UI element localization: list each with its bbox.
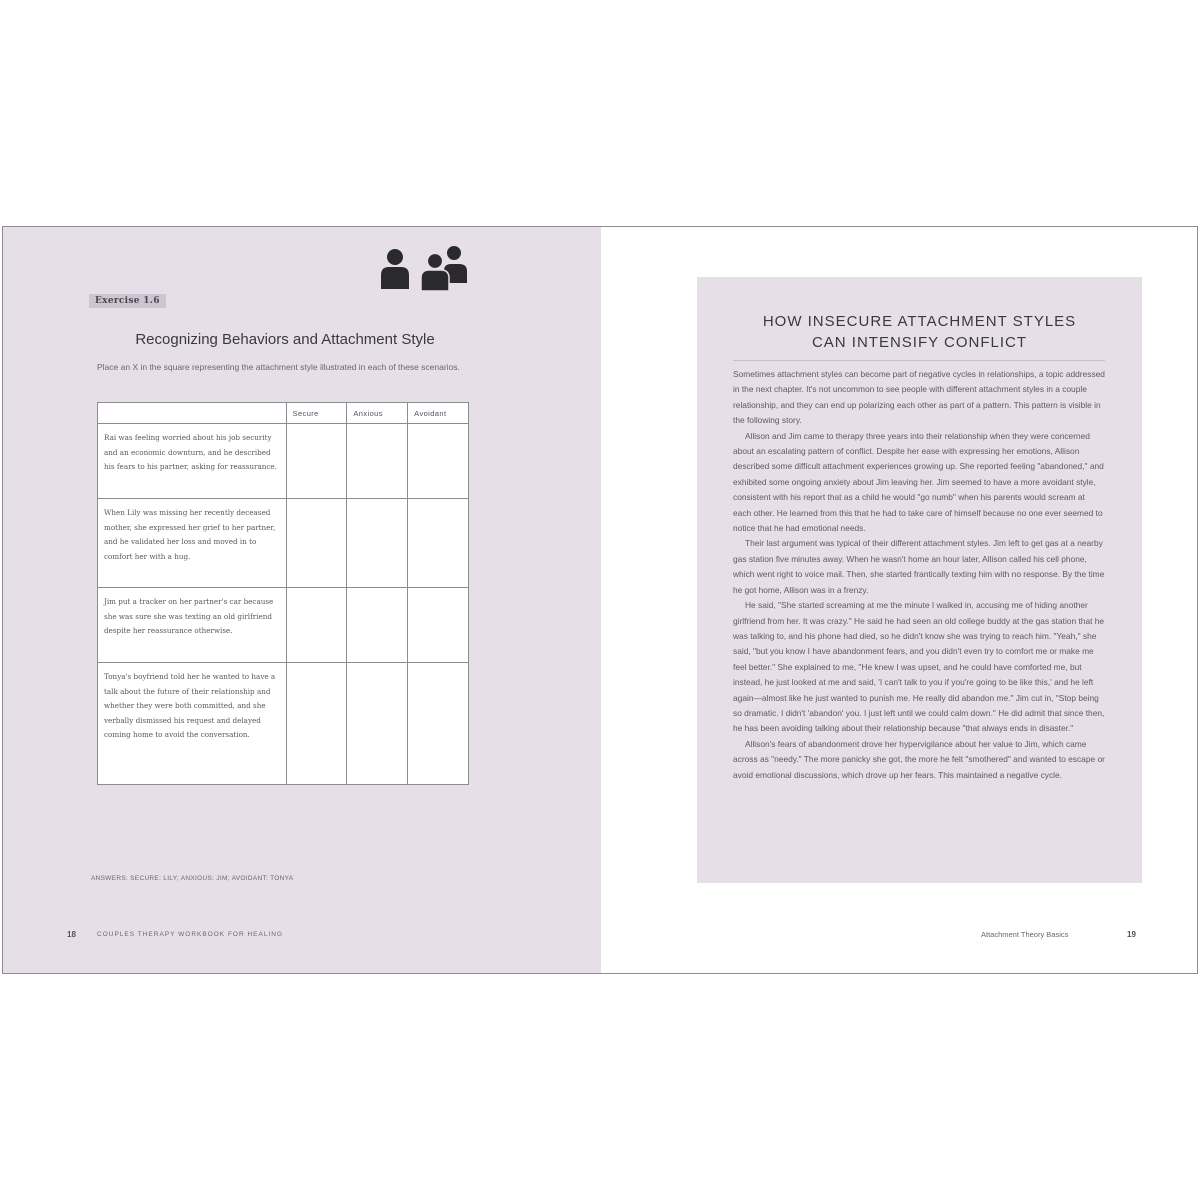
scenario-cell: Jim put a tracker on her partner's car because she was sure she was texting an old girlfriend despite her reassurance otherwise. — [98, 588, 287, 663]
table-row — [98, 663, 469, 785]
book-spread — [2, 226, 1198, 974]
scenario-cell: When Lily was missing her recently deceased mother, she expressed her grief to her partner, and he validated her loss and moved in to comfort her with a hug. — [98, 499, 287, 588]
paragraph: He said, "She started screaming at me the minute I walked in, accusing me of hiding another girlfriend from her. It was crazy." He said he had seen an old college buddy at the gas station that he was talking to, and his phone had died, so he didn't know she was trying to reach him. "Yeah," she said, "but you know I have abandonment fears, and you didn't even try to comfort me or make me feel better." She explained to me, "He knew I was upset, and he could have comforted me, but instead, he just looked at me and said, 'I can't talk to you if you're going to be like this,' and he left again—almost like he just wanted to punish me. He really did abandon me." Jim cut in, "Stop being so dramatic. I didn't 'abandon' you. I just left until we could calm down." He did admit that since then, he has been avoiding talking about their relationship because "that always ends in disaster." — [733, 600, 1105, 734]
scenario-cell: Tonya's boyfriend told her he wanted to have a talk about the future of their relationship and whether they were both committed, and she verbally dismissed his request and delayed coming home to avoid the conversation. — [98, 663, 287, 785]
sidebar-body — [733, 367, 1105, 783]
column-header-avoidant: Avoidant — [408, 403, 469, 424]
avoidant-checkbox-cell[interactable] — [408, 424, 469, 499]
sidebar-title-line: HOW INSECURE ATTACHMENT STYLES — [762, 313, 1077, 330]
exercise-label: Exercise 1.6 — [89, 294, 166, 308]
attachment-table — [97, 402, 469, 785]
anxious-checkbox-cell[interactable] — [347, 588, 408, 663]
secure-checkbox-cell[interactable] — [286, 588, 347, 663]
people-group-icon — [378, 245, 470, 295]
table-header-row — [98, 403, 469, 424]
paragraph: Allison's fears of abandonment drove her hypervigilance about her value to Jim, which came across as "needy." The more panicky she got, the more he felt "smothered" and wanted to escape or avoid emotional discussions, which drove up her fears. This maintained a negative cycle. — [733, 738, 1105, 780]
anxious-checkbox-cell[interactable] — [347, 663, 408, 785]
avoidant-checkbox-cell[interactable] — [408, 588, 469, 663]
sidebar-title — [717, 311, 1122, 353]
paragraph: Their last argument was typical of their different attachment styles. Jim left to get gas at a nearby gas station five minutes away. When he wasn't home an hour later, Allison called his cell phone, which went right to voice mail. Then, she started frantically texting him with no response. By the time he got home, Allison was in a frenzy. — [733, 538, 1105, 595]
scenario-cell: Rai was feeling worried about his job security and an economic downturn, and he described his fears to his partner, asking for reassurance. — [98, 424, 287, 499]
right-page — [601, 227, 1197, 973]
running-head: COUPLES THERAPY WORKBOOK FOR HEALING — [97, 931, 284, 938]
anxious-checkbox-cell[interactable] — [347, 499, 408, 588]
avoidant-checkbox-cell[interactable] — [408, 499, 469, 588]
column-header — [98, 403, 287, 424]
exercise-title: Recognizing Behaviors and Attachment Style — [135, 331, 435, 348]
secure-checkbox-cell[interactable] — [286, 663, 347, 785]
table-row — [98, 588, 469, 663]
paragraph: Sometimes attachment styles can become part of negative cycles in relationships, a topic addressed in the next chapter. It's not uncommon to see people with different attachment styles in a couple relationship, and they can end up polarizing each other as part of a pattern. This pattern is visible in the following story. — [733, 369, 1105, 426]
page-number: 19 — [1127, 930, 1136, 939]
sidebar-box — [697, 277, 1142, 883]
page-number: 18 — [67, 930, 76, 939]
anxious-checkbox-cell[interactable] — [347, 424, 408, 499]
sidebar-title-line: CAN INTENSIFY CONFLICT — [811, 334, 1028, 351]
table-row — [98, 499, 469, 588]
avoidant-checkbox-cell[interactable] — [408, 663, 469, 785]
table-row — [98, 424, 469, 499]
column-header-anxious: Anxious — [347, 403, 408, 424]
paragraph: Allison and Jim came to therapy three years into their relationship when they were concerned about an escalating pattern of conflict. Despite her ease with expressing her emotions, Allison described some difficult attachment experiences growing up. She reported feeling "abandoned," and exhibited some ongoing anxiety about Jim leaving her. Jim seemed to have a more avoidant style, consistent with his report that as a child he would "go numb" when his parents would scream at each other. He learned from this that he had to take care of himself because no one ever seemed to notice that he had emotional needs. — [733, 430, 1104, 534]
secure-checkbox-cell[interactable] — [286, 424, 347, 499]
answers-note: ANSWERS: SECURE: LILY; ANXIOUS: JIM; AVOIDANT: TONYA — [91, 875, 294, 882]
column-header-secure: Secure — [286, 403, 347, 424]
exercise-instructions: Place an X in the square representing the attachment style illustrated in each of these scenarios. — [97, 362, 460, 372]
secure-checkbox-cell[interactable] — [286, 499, 347, 588]
divider — [733, 360, 1105, 361]
running-head: Attachment Theory Basics — [981, 930, 1069, 939]
left-page — [3, 227, 601, 973]
